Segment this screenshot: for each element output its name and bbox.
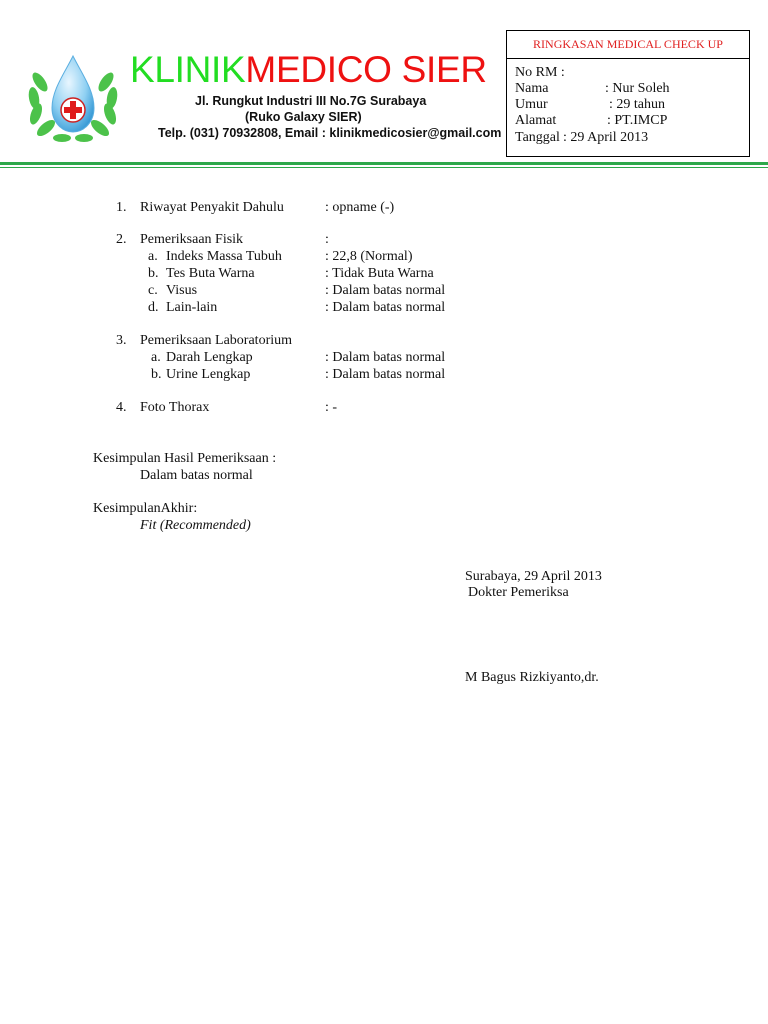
signature-role: Dokter Pemeriksa <box>468 585 569 600</box>
section-2-item-c-label: Visus <box>166 283 198 298</box>
summary-box <box>506 58 750 157</box>
section-2-item-b-value: : Tidak Buta Warna <box>325 266 434 281</box>
section-2-title: Pemeriksaan Fisik <box>140 232 244 247</box>
clinic-name <box>130 48 487 92</box>
section-2-item-d-letter: d. <box>148 300 159 315</box>
section-2-value: : <box>325 232 329 247</box>
section-3-title: Pemeriksaan Laboratorium <box>140 333 293 348</box>
section-1-number: 1. <box>116 200 127 215</box>
conclusion-label: Kesimpulan Hasil Pemeriksaan : <box>93 451 277 466</box>
address-line-1: Jl. Rungkut Industri III No.7G Surabaya <box>195 94 427 108</box>
signature-place-date: Surabaya, 29 April 2013 <box>465 569 602 584</box>
clinic-name-part2: MEDICO SIER <box>245 49 487 90</box>
final-conclusion-label: KesimpulanAkhir: <box>93 501 198 516</box>
section-3-item-b-letter: b. <box>151 367 162 382</box>
final-conclusion-value: Fit (Recommended) <box>140 518 251 533</box>
section-2-item-a-letter: a. <box>148 249 158 264</box>
summary-label-tanggal: Tanggal <box>515 130 560 145</box>
section-4-title: Foto Thorax <box>140 400 210 415</box>
section-2-item-c-letter: c. <box>148 283 158 298</box>
section-3-item-a-label: Darah Lengkap <box>166 350 253 365</box>
doctor-name: M Bagus Rizkiyanto,dr. <box>465 670 599 685</box>
section-1-title: Riwayat Penyakit Dahulu <box>140 200 284 215</box>
header-divider-thick <box>0 162 768 165</box>
section-2-item-c-value: : Dalam batas normal <box>325 283 446 298</box>
section-3-item-b-value: : Dalam batas normal <box>325 367 446 382</box>
contact-line: Telp. (031) 70932808, Email : klinikmedicosier@gmail.com <box>158 126 502 140</box>
section-2-item-a-label: Indeks Massa Tubuh <box>166 249 282 264</box>
section-2-item-b-letter: b. <box>148 266 159 281</box>
summary-value-tanggal: : 29 April 2013 <box>563 130 649 145</box>
summary-label-alamat: Alamat <box>515 113 557 128</box>
section-4-number: 4. <box>116 400 127 415</box>
header-divider-thin <box>0 167 768 168</box>
section-3-item-a-letter: a. <box>151 350 161 365</box>
summary-value-umur: : 29 tahun <box>609 97 665 112</box>
summary-value-nama: : Nur Soleh <box>605 81 670 96</box>
clinic-name-part1: KLINIK <box>130 49 246 90</box>
section-4-value: : - <box>325 400 338 415</box>
summary-box-title: RINGKASAN MEDICAL CHECK UP <box>506 30 750 59</box>
conclusion-value: Dalam batas normal <box>140 468 253 483</box>
summary-value-alamat: : PT.IMCP <box>607 113 668 128</box>
clinic-logo-icon <box>24 52 122 146</box>
section-3-number: 3. <box>116 333 127 348</box>
section-1-value: : opname (-) <box>325 200 395 215</box>
address-line-2: (Ruko Galaxy SIER) <box>245 110 362 124</box>
section-2-number: 2. <box>116 232 127 247</box>
section-2-item-d-label: Lain-lain <box>166 300 218 315</box>
section-3-item-b-label: Urine Lengkap <box>166 367 251 382</box>
summary-label-no-rm: No RM : <box>515 65 565 80</box>
section-2-item-a-value: : 22,8 (Normal) <box>325 249 413 264</box>
section-3-item-a-value: : Dalam batas normal <box>325 350 446 365</box>
summary-label-nama: Nama <box>515 81 549 96</box>
summary-label-umur: Umur <box>515 97 548 112</box>
section-2-item-b-label: Tes Buta Warna <box>166 266 255 281</box>
section-2-item-d-value: : Dalam batas normal <box>325 300 446 315</box>
